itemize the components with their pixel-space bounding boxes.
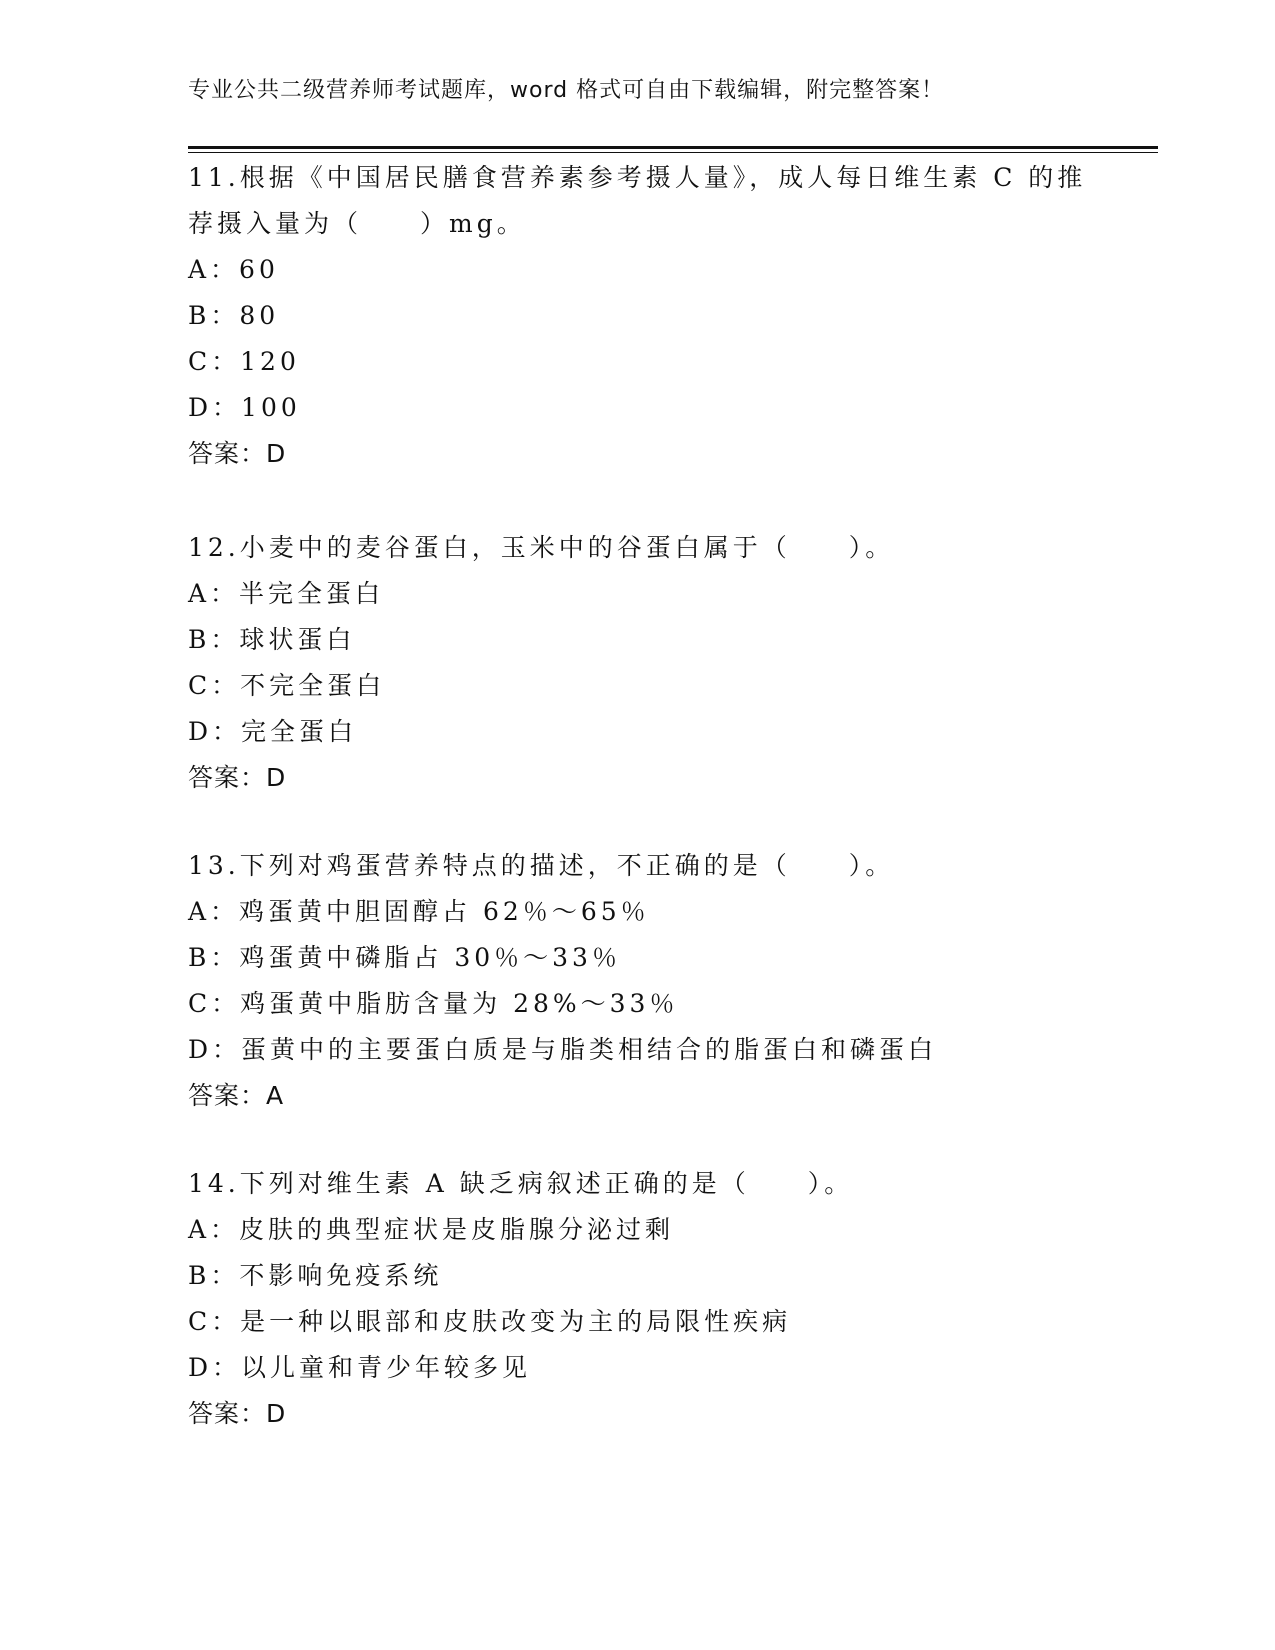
option-d: D：蛋黄中的主要蛋白质是与脂类相结合的脂蛋白和磷蛋白	[188, 1035, 938, 1064]
option-b: B：80	[188, 301, 280, 330]
question-13	[188, 843, 1088, 1119]
answer-line: 答案：A	[188, 1081, 285, 1110]
question-stem-line: 13.下列对鸡蛋营养特点的描述，不正确的是（ ）。	[188, 851, 895, 880]
option-d: D：100	[188, 393, 301, 422]
answer-line: 答案：D	[188, 439, 287, 468]
option-a: A：鸡蛋黄中胆固醇占 62％～65％	[188, 897, 650, 926]
option-c: C：是一种以眼部和皮肤改变为主的局限性疾病	[188, 1307, 792, 1336]
option-d: D：完全蛋白	[188, 717, 358, 746]
header-rule-thin	[188, 152, 1158, 153]
option-c: C：120	[188, 347, 300, 376]
answer-line: 答案：D	[188, 1399, 287, 1428]
option-b: B：球状蛋白	[188, 625, 356, 654]
option-b: B：不影响免疫系统	[188, 1261, 443, 1290]
option-a: A：半完全蛋白	[188, 579, 385, 608]
question-12	[188, 525, 1088, 801]
question-stem-line: 12.小麦中的麦谷蛋白，玉米中的谷蛋白属于（ ）。	[188, 533, 895, 562]
option-b: B：鸡蛋黄中磷脂占 30％～33％	[188, 943, 621, 972]
question-stem-line: 11.根据《中国居民膳食营养素参考摄人量》，成人每日维生素 C 的推	[188, 163, 1087, 192]
option-d: D：以儿童和青少年较多见	[188, 1353, 532, 1382]
question-11	[188, 155, 1088, 477]
option-c: C：鸡蛋黄中脂肪含量为 28%～33％	[188, 989, 679, 1018]
question-14	[188, 1161, 1088, 1437]
header-text: 专业公共二级营养师考试题库，word 格式可自由下载编辑，附完整答案！	[188, 78, 945, 103]
question-stem-line: 14.下列对维生素 A 缺乏病叙述正确的是（ ）。	[188, 1169, 854, 1198]
option-a: A：皮肤的典型症状是皮脂腺分泌过剩	[188, 1215, 675, 1244]
option-c: C：不完全蛋白	[188, 671, 386, 700]
header-rule-thick	[188, 146, 1158, 149]
answer-line: 答案：D	[188, 763, 287, 792]
question-stem-line: 荐摄入量为（ ）mg。	[188, 209, 526, 238]
option-a: A：60	[188, 255, 279, 284]
